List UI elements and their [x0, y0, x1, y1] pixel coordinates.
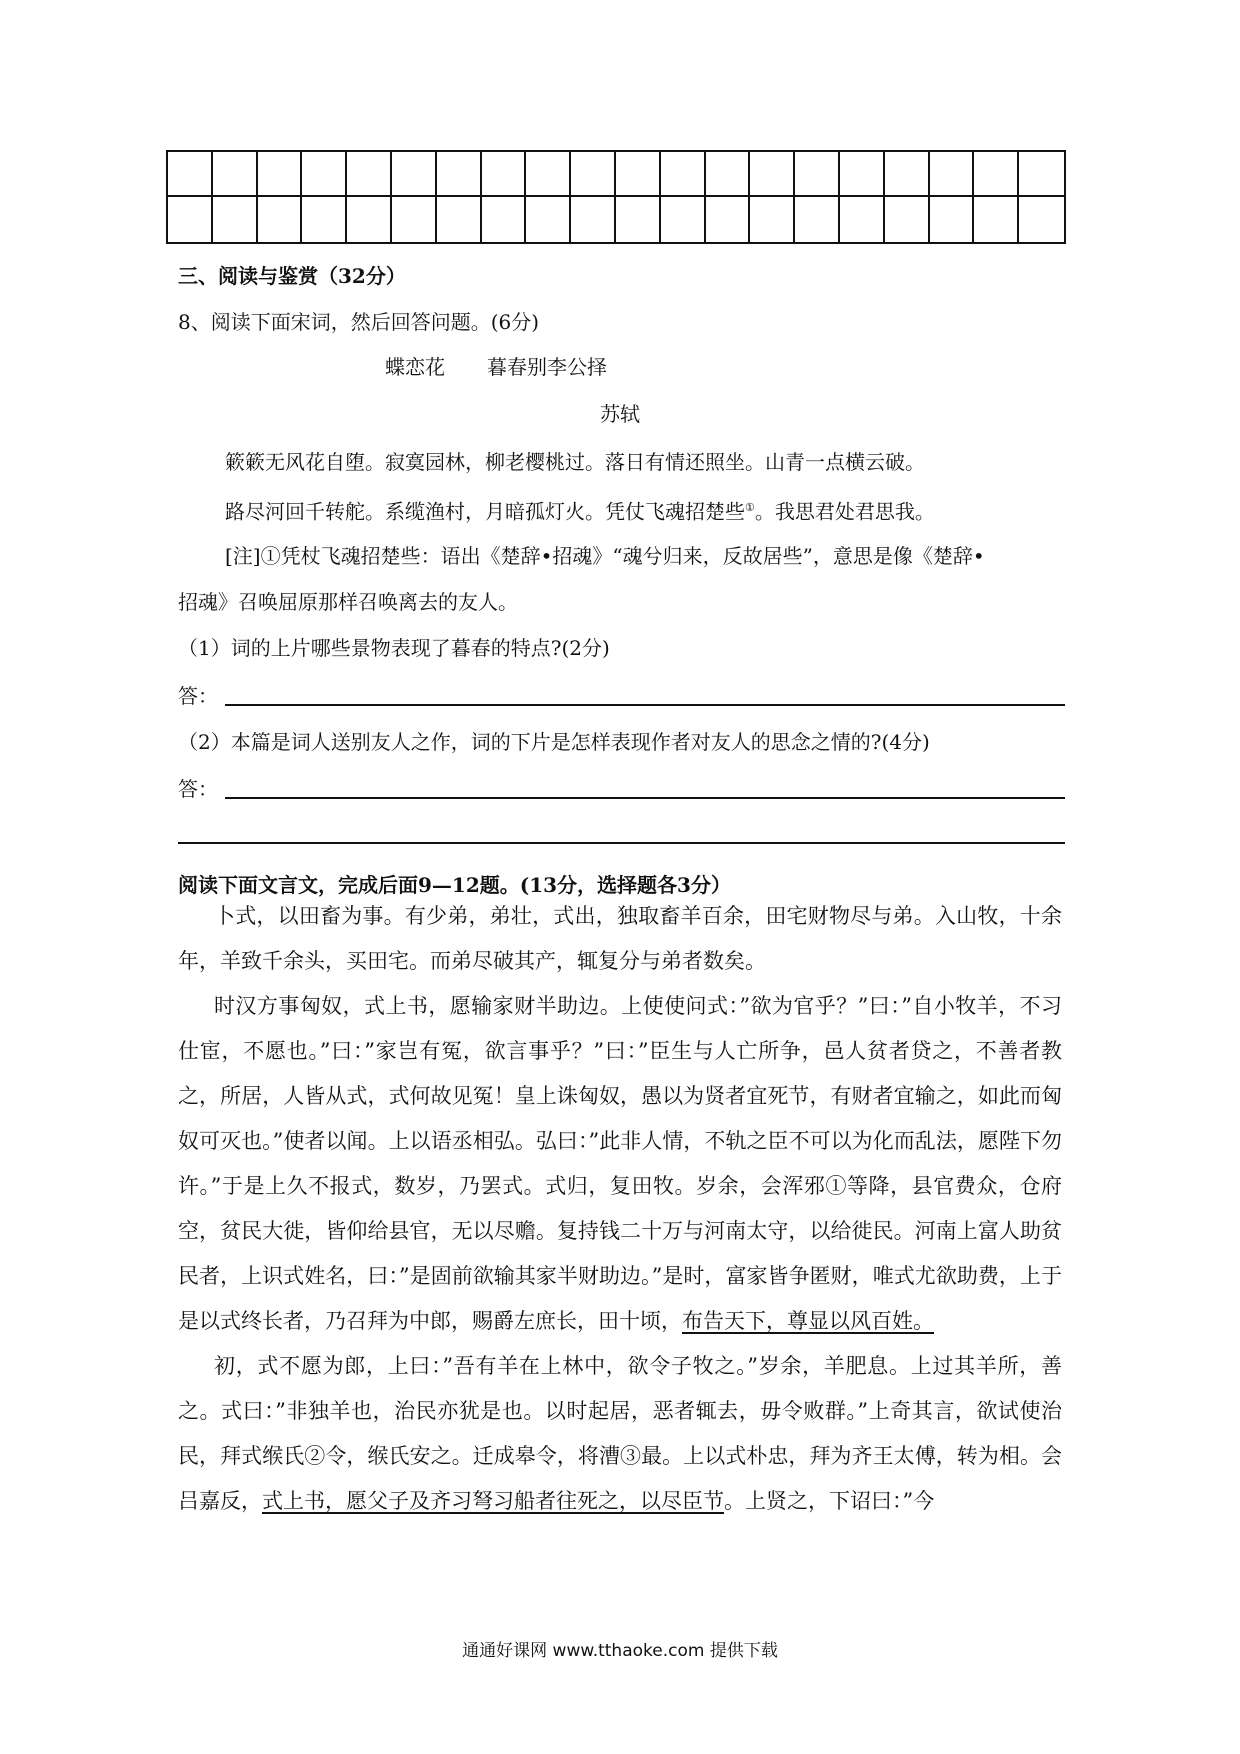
answer-grid	[166, 150, 1066, 244]
note-line-2: 招魂》召唤屈原那样召唤离去的友人。	[178, 590, 518, 614]
poem-subtitle: 暮春别李公择	[487, 355, 607, 379]
grid-cell[interactable]	[213, 197, 258, 242]
grid-cell[interactable]	[347, 197, 392, 242]
grid-cell[interactable]	[302, 197, 347, 242]
answer-label-1: 答：	[178, 684, 218, 708]
grid-cell[interactable]	[213, 152, 258, 197]
grid-cell[interactable]	[347, 152, 392, 197]
grid-cell[interactable]	[974, 197, 1019, 242]
question-8-intro: 8、阅读下面宋词，然后回答问题。(6分)	[178, 310, 540, 334]
grid-cell[interactable]	[168, 152, 213, 197]
grid-cell[interactable]	[750, 152, 795, 197]
grid-cell[interactable]	[661, 152, 706, 197]
answer-label-2: 答：	[178, 777, 218, 801]
grid-cell[interactable]	[706, 197, 751, 242]
passage-paragraph-1: 卜式，以田畜为事。有少弟，弟壮，式出，独取畜羊百余，田宅财物尽与弟。入山牧，十余年，羊致千余头，买田宅。而弟尽破其产，辄复分与弟者数矣。	[178, 904, 1062, 973]
poem-author: 苏轼	[600, 402, 640, 426]
grid-cell[interactable]	[571, 197, 616, 242]
grid-cell[interactable]	[661, 197, 706, 242]
classical-heading: 阅读下面文言文，完成后面9—12题。(13分，选择题各3分）	[178, 873, 731, 897]
section-heading: 三、阅读与鉴赏（32分）	[178, 264, 406, 288]
grid-cell[interactable]	[482, 197, 527, 242]
underlined-sentence-1: 布告天下，尊显以风百姓。	[682, 1309, 934, 1333]
poem-line-2: 路尽河回千转舵。系缆渔村，月暗孤灯火。凭仗飞魂招楚些①。我思君处君思我。	[225, 499, 935, 524]
grid-cell[interactable]	[302, 152, 347, 197]
grid-cell[interactable]	[930, 197, 975, 242]
grid-cell[interactable]	[750, 197, 795, 242]
underlined-sentence-2: 式上书，愿父子及齐习弩习船者往死之，以尽臣节	[262, 1489, 724, 1513]
grid-cell[interactable]	[1019, 197, 1064, 242]
grid-cell[interactable]	[526, 197, 571, 242]
grid-cell[interactable]	[885, 152, 930, 197]
grid-cell[interactable]	[840, 197, 885, 242]
grid-cell[interactable]	[526, 152, 571, 197]
grid-cell[interactable]	[437, 197, 482, 242]
grid-cell[interactable]	[616, 152, 661, 197]
grid-cell[interactable]	[437, 152, 482, 197]
classical-passage	[178, 894, 1062, 1524]
grid-cell[interactable]	[392, 152, 437, 197]
grid-cell[interactable]	[571, 152, 616, 197]
grid-cell[interactable]	[392, 197, 437, 242]
note-line-1: [注]①凭杖飞魂招楚些：语出《楚辞•招魂》“魂兮归来，反故居些”，意思是像《楚辞•	[225, 544, 985, 568]
grid-cell[interactable]	[840, 152, 885, 197]
grid-cell[interactable]	[930, 152, 975, 197]
page-footer: 通通好课网 www.tthaoke.com 提供下载	[462, 1641, 778, 1661]
grid-cell[interactable]	[482, 152, 527, 197]
grid-cell[interactable]	[885, 197, 930, 242]
grid-cell[interactable]	[1019, 152, 1064, 197]
poem-line-1: 簌簌无风花自堕。寂寞园林，柳老樱桃过。落日有情还照坐。山青一点横云破。	[225, 450, 925, 474]
answer-line-3[interactable]	[178, 842, 1065, 844]
grid-cell[interactable]	[168, 197, 213, 242]
footnote-marker: ①	[745, 501, 755, 514]
poem-title: 蝶恋花	[385, 355, 445, 379]
grid-cell[interactable]	[616, 197, 661, 242]
answer-line-2[interactable]	[225, 797, 1065, 799]
grid-cell[interactable]	[258, 197, 303, 242]
sub-question-1: （1）词的上片哪些景物表现了暮春的特点?(2分)	[178, 636, 610, 660]
answer-line-1[interactable]	[225, 704, 1065, 706]
grid-cell[interactable]	[706, 152, 751, 197]
sub-question-2: （2）本篇是词人送别友人之作，词的下片是怎样表现作者对友人的思念之情的?(4分)	[178, 730, 930, 754]
grid-cell[interactable]	[258, 152, 303, 197]
grid-cell[interactable]	[974, 152, 1019, 197]
grid-cell[interactable]	[795, 152, 840, 197]
grid-cell[interactable]	[795, 197, 840, 242]
passage-paragraph-2: 时汉方事匈奴，式上书，愿输家财半助边。上使使问式：”欲为官乎？”曰：”自小牧羊，不习仕宦，不愿也。”曰：”家岂有冤，欲言事乎？”曰：”臣生与人亡所争，邑人贫者贷之，不善者教之，所居，人皆从式，式何故见冤！皇上诛匈奴，愚以为贤者宜死节，有财者宜输之，如此而匈奴可灭也。”使者以闻。上以语丞相弘。弘曰：”此非人情，不轨之臣不可以为化而乱法，愿陛下勿许。”于是上久不报式，数岁，乃罢式。式归，复田牧。岁余，会浑邪①等降，县官费众，仓府空，贫民大徙，皆仰给县官，无以尽赡。复持钱二十万与河南太守，以给徙民。河南上富人助贫民者，上识式姓名，曰：”是固前欲输其家半财助边。”是时，富家皆争匿财，唯式尤欲助费，上于是以式终长者，乃召拜为中郎，赐爵左庶长，田十顷，布告天下，尊显以风百姓。	[178, 994, 1062, 1333]
passage-paragraph-3: 初，式不愿为郎，上曰：”吾有羊在上林中，欲令子牧之。”岁余，羊肥息。上过其羊所，善之。式曰：”非独羊也，治民亦犹是也。以时起居，恶者辄去，毋令败群。”上奇其言，欲试使治民，拜式缑氏②令，缑氏安之。迁成皋令，将漕③最。上以式朴忠，拜为齐王太傅，转为相。会吕嘉反，式上书，愿父子及齐习弩习船者往死之，以尽臣节。上贤之，下诏曰：”今	[178, 1354, 1062, 1513]
